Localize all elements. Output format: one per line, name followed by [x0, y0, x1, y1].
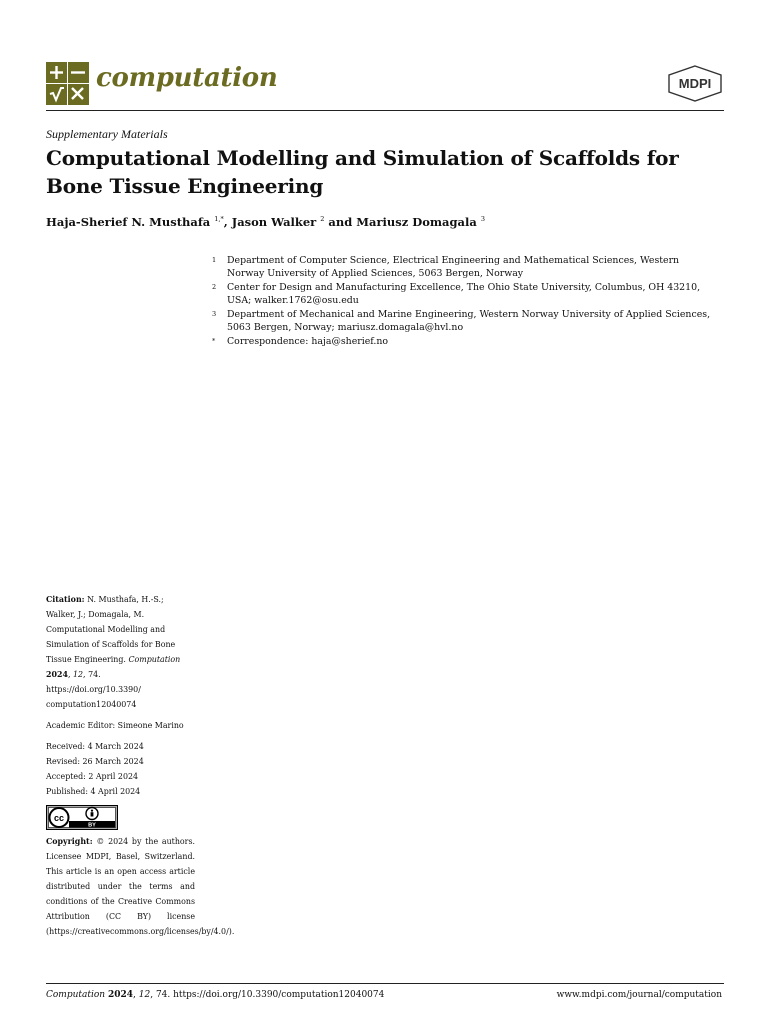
footer-journal: Computation	[46, 990, 106, 1000]
affiliation-item	[212, 254, 712, 280]
journal-logo	[46, 62, 89, 105]
affiliation-text: Department of Mechanical and Marine Engineering, Western Norway University of Applied Sciences, 5063 Bergen, Norway; mariusz.domagala@hvl.no	[227, 309, 711, 333]
article-type: Supplementary Materials	[46, 127, 168, 141]
affiliation-mark: 1	[212, 256, 217, 264]
author-name: Haja-Sherief N. Musthafa	[46, 215, 211, 229]
academic-editor: Academic Editor: Simeone Marino	[46, 721, 184, 730]
copyright-notice	[46, 834, 235, 939]
affiliation-text: Center for Design and Manufacturing Excellence, The Ohio State University, Columbus, OH 43210, USA; walker.1762@osu.edu	[227, 282, 701, 306]
by-label: BY	[88, 822, 96, 829]
copyright-text: © 2024 by the authors. Licensee MDPI, Basel, Switzerland. This article is an open access article distributed under the terms and conditions of the Creative Commons Attribution (CC BY) license (https://creativecommons.org/licenses/by/4.0/).	[46, 837, 235, 936]
cc-label: cc	[53, 812, 65, 823]
affiliation-mark: 3	[212, 310, 217, 318]
footer-journal-url[interactable]: www.mdpi.com/journal/computation	[556, 990, 722, 1000]
author-affiliation-mark: 1,*	[214, 215, 224, 224]
publisher-name: MDPI	[678, 76, 712, 91]
citation-year: 2024	[46, 670, 68, 679]
footer-rule	[46, 983, 724, 984]
author-list	[46, 215, 485, 229]
footer-year: 2024	[107, 990, 134, 1000]
citation-journal: Computation	[128, 655, 181, 664]
footer-doi[interactable]: , 74. https://doi.org/10.3390/computation12040074	[150, 990, 385, 1000]
affiliation-mark: *	[212, 337, 216, 345]
footer-citation: Computation 2024, 12, 74. https://doi.org/10.3390/computation12040074	[46, 990, 385, 1000]
footer-volume: 12	[138, 990, 151, 1000]
affiliation-list	[212, 254, 712, 349]
author-affiliation-mark: 2	[320, 215, 325, 224]
citation-volume: 12	[73, 670, 84, 679]
accepted-date: Accepted: 2 April 2024	[46, 772, 139, 781]
journal-name: computation	[96, 63, 278, 93]
article-info-sidebar	[46, 592, 235, 939]
author-separator: ,	[223, 215, 232, 229]
cc-by-license-badge[interactable]	[46, 805, 118, 830]
revised-date: Revised: 26 March 2024	[46, 757, 144, 766]
affiliation-item	[212, 335, 712, 348]
affiliation-mark: 2	[212, 283, 217, 291]
author-name: Jason Walker	[231, 215, 317, 229]
affiliation-item	[212, 308, 712, 334]
author-affiliation-mark: 3	[480, 215, 485, 224]
article-title: Computational Modelling and Simulation of Scaffolds for Bone Tissue Engineering	[46, 146, 679, 198]
affiliation-text: Correspondence: haja@sherief.no	[227, 336, 389, 347]
copyright-label: Copyright:	[46, 837, 93, 846]
received-date: Received: 4 March 2024	[46, 742, 144, 751]
attribution-person-icon	[86, 808, 98, 820]
header-rule	[46, 110, 724, 111]
citation-doi: , 74. https://doi.org/10.3390/ computation12040074	[46, 670, 141, 709]
affiliation-item	[212, 281, 712, 307]
author-name: Mariusz Domagala	[356, 215, 477, 229]
mdpi-logo	[667, 65, 723, 102]
citation-text: N. Musthafa, H.-S.; Walker, J.; Domagala, M. Computational Modelling and Simulation of Scaffolds for Bone Tissue Engineering.	[46, 595, 176, 664]
citation: Citation: N. Musthafa, H.-S.; Walker, J.; Domagala, M. Computational Modelling and Simulation of Scaffolds for Bone Tissue Engineering. Computation 2024, 12, 74. https://doi.org/10.3390/ computation12040074	[46, 595, 181, 709]
affiliation-text: Department of Computer Science, Electrical Engineering and Mathematical Sciences, Western Norway University of Applied Sciences, 5063 Bergen, Norway	[227, 255, 680, 279]
citation-label: Citation:	[46, 595, 85, 604]
published-date: Published: 4 April 2024	[46, 787, 141, 796]
author-separator: and	[324, 215, 357, 229]
